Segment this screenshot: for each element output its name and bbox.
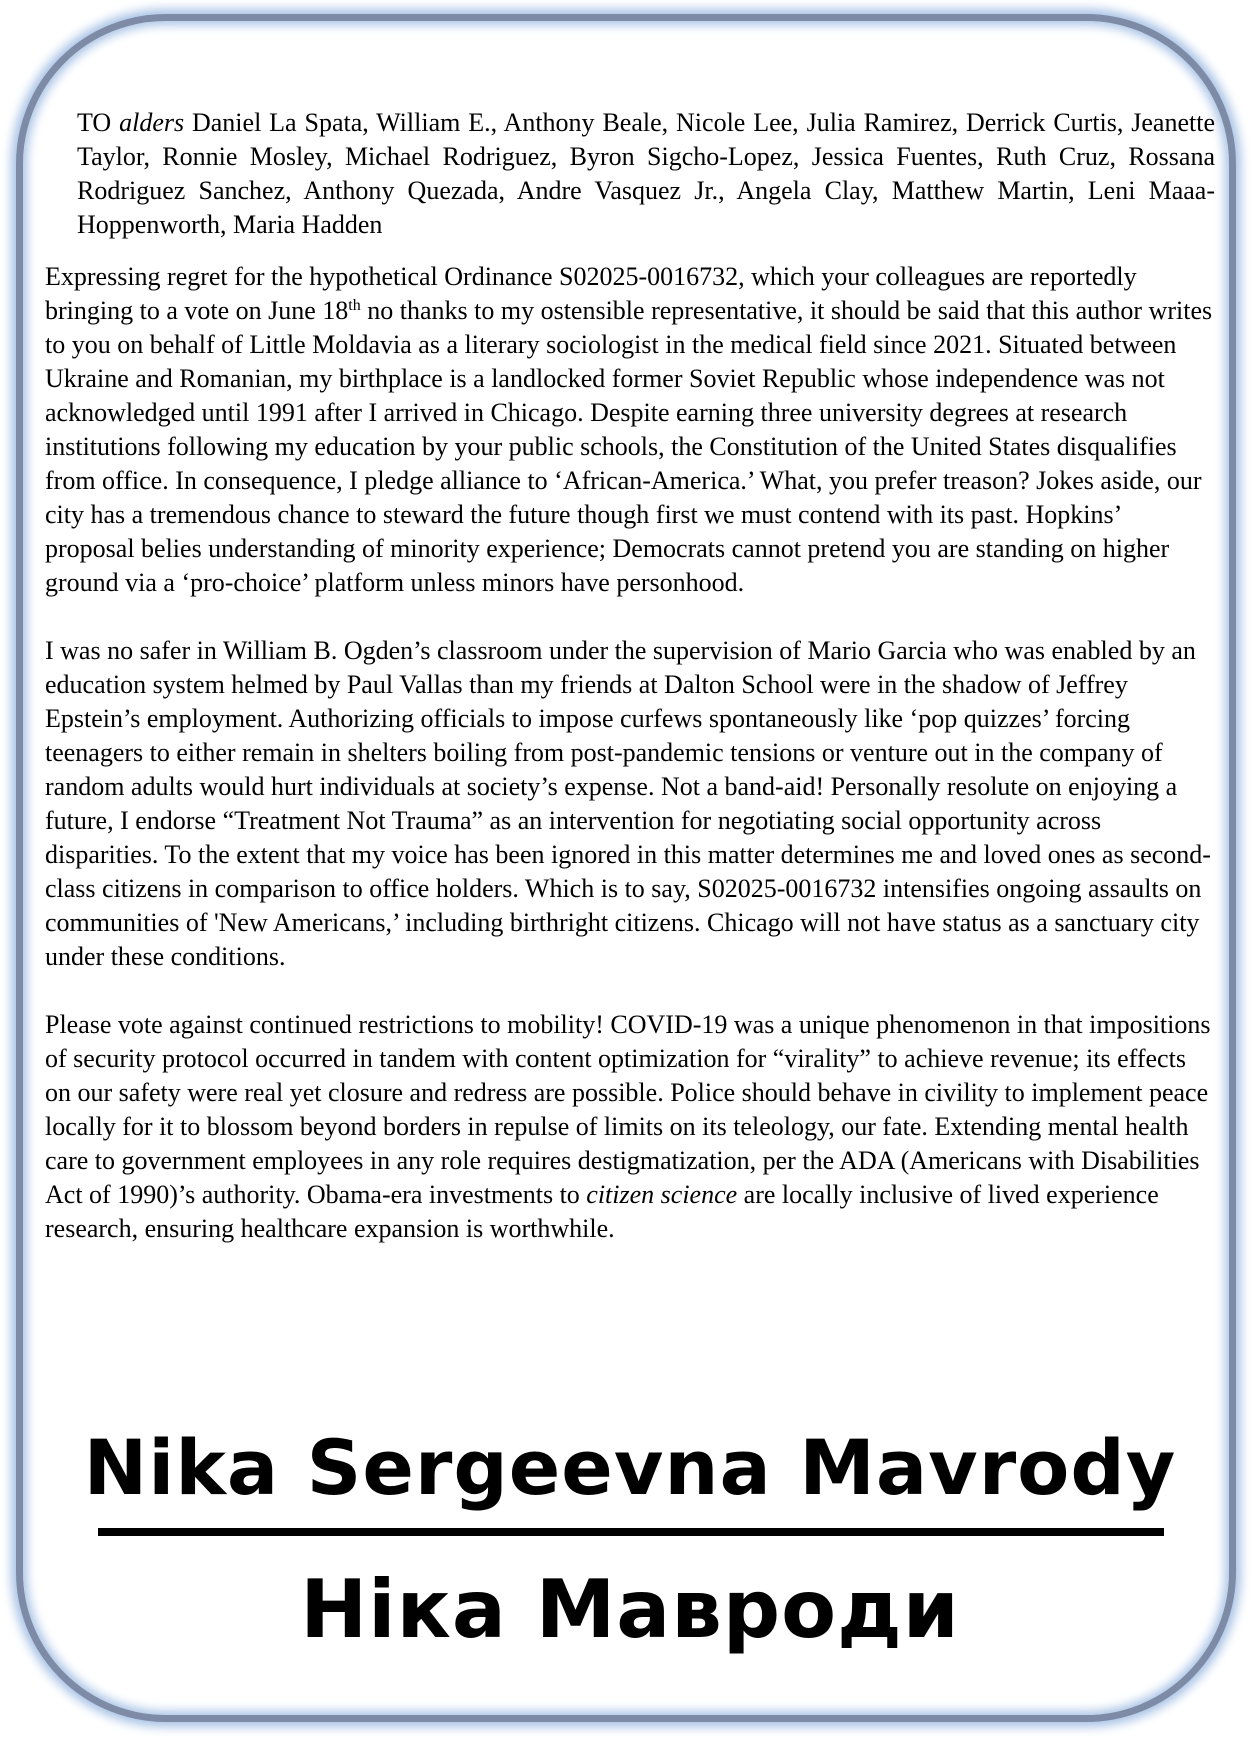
date-superscript: th	[348, 297, 361, 314]
salutation	[77, 106, 1215, 242]
paragraph-3-emphasis: citizen science	[586, 1180, 738, 1209]
letter-body	[45, 106, 1215, 1246]
signature-divider	[98, 1528, 1164, 1536]
paragraph-1-part-2: no thanks to my ostensible representative, it should be said that this author writes to you on behalf of Little Moldavia as a literary sociologist in the medical field since 2021. Situated between Ukraine and Romanian, my birthplace is a landlocked former Soviet Republic whose independence was not acknowledged until 1991 after I arrived in Chicago. Despite earning three university degrees at research institutions following my education by your public schools, the Constitution of the United States disqualifies from office. In consequence, I pledge alliance to ‘African-America.’ What, you prefer treason? Jokes aside, our city has a tremendous chance to steward the future though first we must contend with its past. Hopkins’ proposal belies understanding of minority experience; Democrats cannot pretend you are standing on higher ground via a ‘pro-choice’ platform unless minors have personhood.	[45, 296, 1213, 597]
salutation-names: Daniel La Spata, William E., Anthony Beale, Nicole Lee, Julia Ramirez, Derrick Curtis, Jeanette Taylor, Ronnie Mosley, Michael Rodriguez, Byron Sigcho-Lopez, Jessica Fuentes, Ruth Cruz, Rossana Rodriguez Sanchez, Anthony Quezada, Andre Vasquez Jr., Angela Clay, Matthew Martin, Leni Maaa-Hoppenworth, Maria Hadden	[77, 108, 1215, 239]
salutation-emphasis: alders	[119, 108, 185, 137]
paragraph-3-part-1: Please vote against continued restrictions to mobility! COVID-19 was a unique phenomenon in that impositions of security protocol occurred in tandem with content optimization for “virality” to achieve revenue; its effects on our safety were real yet closure and redress are possible. Police should behave in civility to implement peace locally for it to blossom beyond borders in repulse of limits on its teleology, our fate. Extending mental health care to government employees in any role requires destigmatization, per the ADA (Americans with Disabilities Act of 1990)’s authority. Obama-era investments to	[45, 1010, 1211, 1209]
salutation-prefix: TO	[77, 108, 120, 137]
signature-cyrillic: Ніка Мавроди	[300, 1563, 960, 1656]
paragraph-1	[45, 260, 1215, 600]
paragraph-3-part-2: are locally inclusive of lived experience research, ensuring healthcare expansion is worthwhile.	[45, 1180, 1159, 1243]
paragraph-1-part-1: Expressing regret for the hypothetical Ordinance S02025-0016732, which your colleagues are reportedly bringing to a vote on June 18	[45, 262, 1137, 325]
paragraph-2: I was no safer in William B. Ogden’s classroom under the supervision of Mario Garcia who was enabled by an education system helmed by Paul Vallas than my friends at Dalton School were in the shadow of Jeffrey Epstein’s employment. Authorizing officials to impose curfews spontaneously like ‘pop quizzes’ forcing teenagers to either remain in shelters boiling from post-pandemic tensions or venture out in the company of random adults would hurt individuals at society’s expense. Not a band-aid! Personally resolute on enjoying a future, I endorse “Treatment Not Trauma” as an intervention for negotiating social opportunity across disparities. To the extent that my voice has been ignored in this matter determines me and loved ones as second-class citizens in comparison to office holders. Which is to say, S02025-0016732 intensifies ongoing assaults on communities of 'New Americans,’ including birthright citizens. Chicago will not have status as a sanctuary city under these conditions.	[45, 636, 1211, 971]
paragraph-3	[45, 1008, 1215, 1246]
signature-latin: Nika Sergeevna Mavrody	[83, 1423, 1177, 1512]
